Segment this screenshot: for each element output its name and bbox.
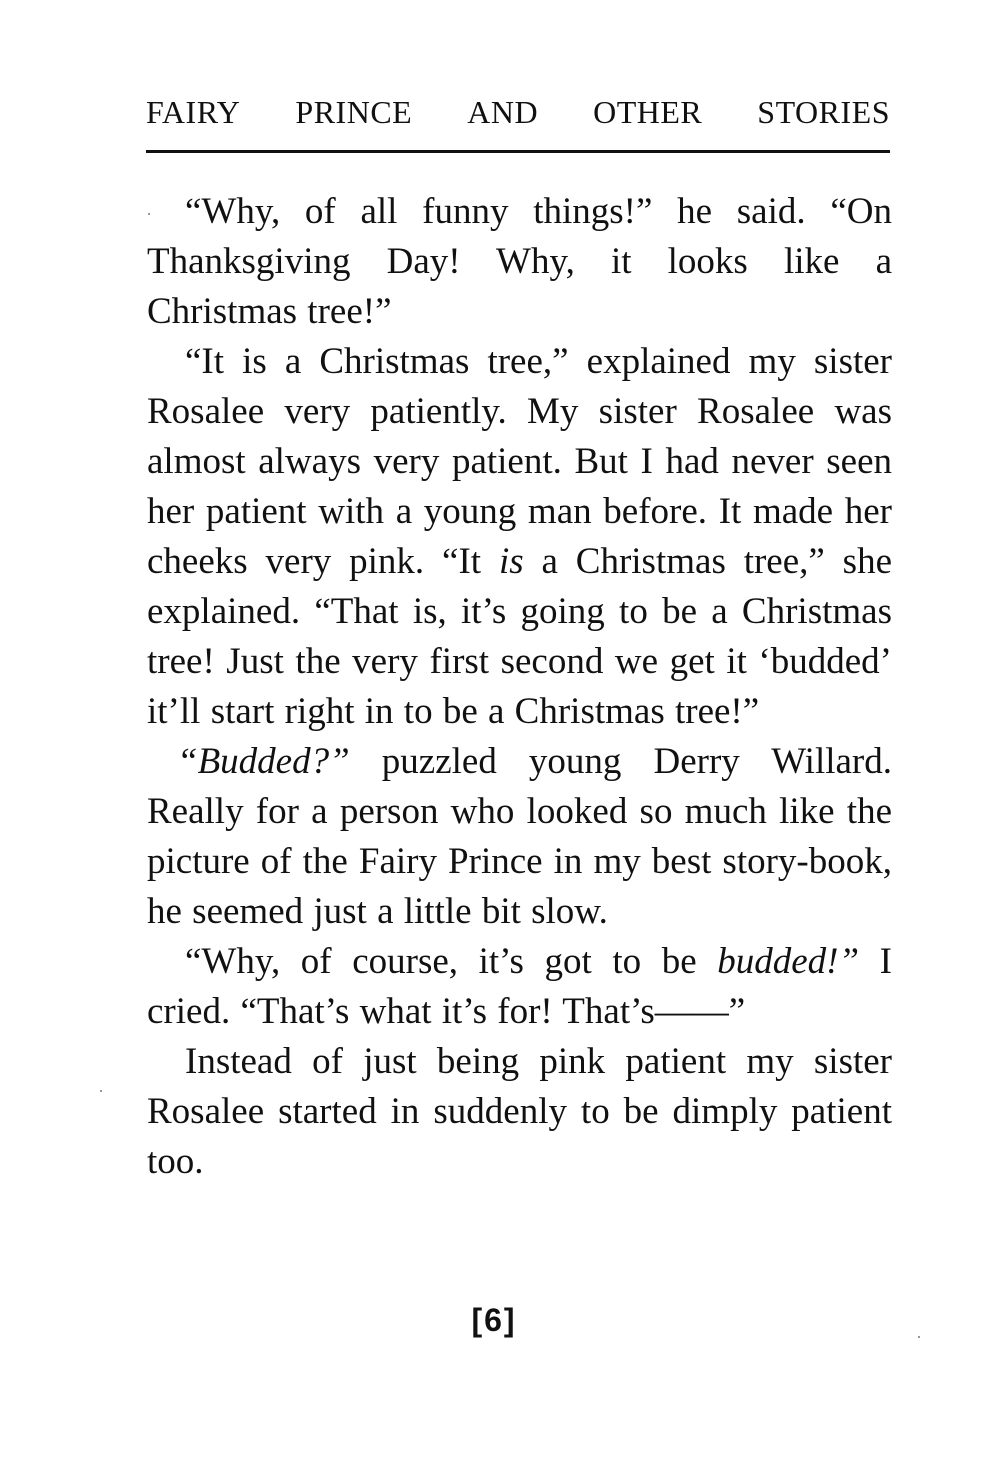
scan-speck (100, 1090, 102, 1092)
paragraph (147, 737, 892, 937)
text-run: a Christmas tree,” she explained. “That is, it’s going to be a Christmas tree! Just the very first second we get it ‘budded’ it’ll start right in to be a Christmas tree!” (147, 541, 893, 732)
paragraph (147, 937, 892, 1037)
italic-text-run: budded!” (717, 941, 860, 982)
text-run: “Why, of course, it’s got to be (185, 941, 718, 982)
italic-text-run: is (498, 541, 524, 582)
text-run: I cried. “That’s what it’s for! That’s——” (147, 941, 892, 1032)
text-run: “Why, of all funny things!” he said. “On Thanksgiving Day! Why, it looks like a Christmas tree!” (147, 191, 892, 332)
header-word: STORIES (757, 94, 890, 130)
scan-speck (148, 213, 150, 215)
body-text (147, 187, 892, 1187)
paragraph (147, 337, 892, 737)
italic-text-run: “Budded?” (177, 741, 350, 782)
paragraph (147, 187, 892, 337)
scan-speck (918, 1336, 920, 1338)
header-word: FAIRY (146, 94, 241, 130)
header-word: AND (467, 94, 539, 130)
header-rule (146, 150, 890, 153)
page-number: [6] (471, 1302, 517, 1338)
text-run: Instead of just being pink patient my sister Rosalee started in suddenly to be dimply patient too. (147, 1041, 892, 1182)
header-word: PRINCE (295, 94, 413, 130)
header-word: OTHER (593, 94, 703, 130)
text-run: puzzled young Derry Willard. Really for a person who looked so much like the picture of the Fairy Prince in my best story-book, he seemed just a little bit slow. (147, 741, 892, 932)
running-header (146, 92, 890, 132)
text-run: “It is a Christmas tree,” explained my sister Rosalee very patiently. My sister Rosalee was almost always very patient. But I had never seen her patient with a young man before. It made her cheeks very pink. “It (147, 341, 892, 582)
paragraph (147, 1037, 892, 1187)
